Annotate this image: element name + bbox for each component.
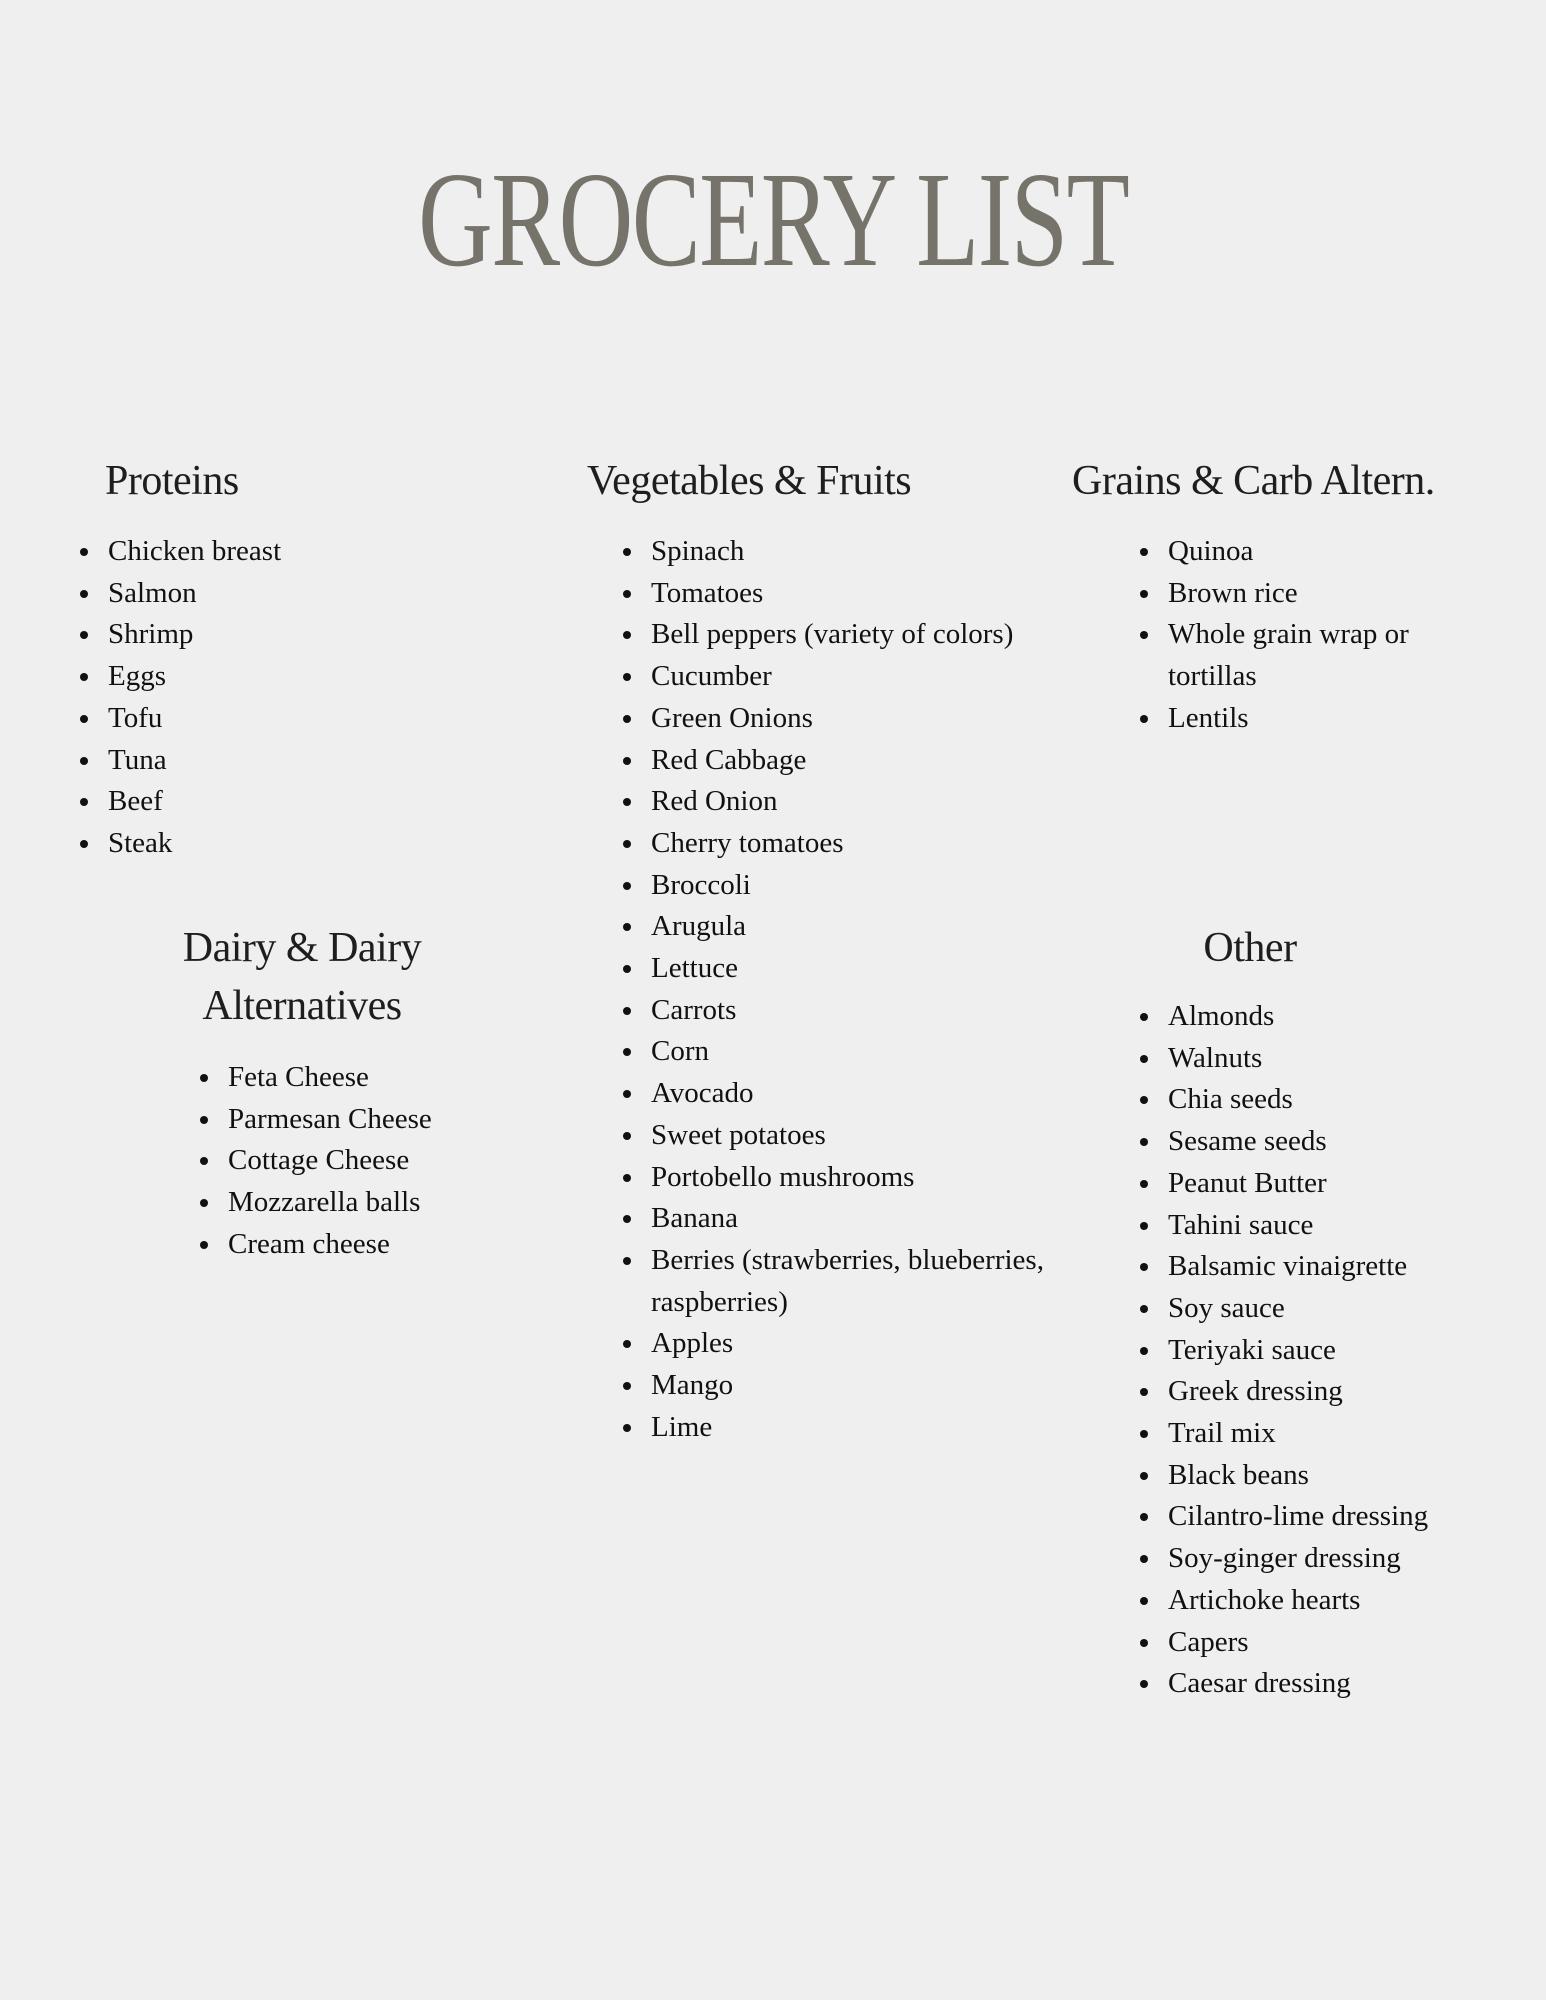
list-item: Soy sauce [1140,1288,1520,1330]
list-item: Peanut Butter [1140,1163,1520,1205]
list-item: Tuna [80,740,520,782]
list-item: Lime [623,1407,1093,1449]
list-item: Apples [623,1323,1093,1365]
list-item: Lentils [1140,698,1460,740]
list-item: Cilantro-lime dressing [1140,1496,1520,1538]
list-item: Green Onions [623,698,1093,740]
list-item: Carrots [623,990,1093,1032]
list-item: Beef [80,781,520,823]
list-item: Shrimp [80,614,520,656]
list-item: Black beans [1140,1455,1520,1497]
heading-other: Other [1203,925,1297,971]
list-item: Portobello mushrooms [623,1157,1093,1199]
list-item: Arugula [623,906,1093,948]
list-other [1140,996,1520,1705]
list-item: Cherry tomatoes [623,823,1093,865]
list-item: Tofu [80,698,520,740]
heading-dairy [100,919,504,1035]
list-item: Teriyaki sauce [1140,1330,1520,1372]
list-item: Mozzarella balls [200,1182,540,1224]
list-item: Mango [623,1365,1093,1407]
list-item: Red Cabbage [623,740,1093,782]
list-item: Trail mix [1140,1413,1520,1455]
heading-grains: Grains & Carb Altern. [1072,458,1435,504]
list-item: Berries (strawberries, blueberries, raspberries) [623,1240,1093,1323]
heading-dairy-line1: Dairy & Dairy [182,925,422,971]
heading-vegetables: Vegetables & Fruits [587,458,912,504]
list-grains [1140,531,1460,740]
list-item: Steak [80,823,520,865]
list-item: Salmon [80,573,520,615]
list-item: Caesar dressing [1140,1663,1520,1705]
list-item: Balsamic vinaigrette [1140,1246,1520,1288]
list-item: Cucumber [623,656,1093,698]
list-item: Sesame seeds [1140,1121,1520,1163]
list-item: Brown rice [1140,573,1460,615]
list-item: Avocado [623,1073,1093,1115]
list-item: Walnuts [1140,1038,1520,1080]
list-item: Parmesan Cheese [200,1099,540,1141]
list-item: Greek dressing [1140,1371,1520,1413]
list-item: Tahini sauce [1140,1205,1520,1247]
list-item: Chia seeds [1140,1079,1520,1121]
list-item: Eggs [80,656,520,698]
heading-dairy-line2: Alternatives [202,983,402,1029]
list-dairy [200,1057,540,1266]
heading-proteins: Proteins [105,458,239,504]
title-text: GROCERY LIST [417,145,1129,295]
list-item: Tomatoes [623,573,1093,615]
list-item: Sweet potatoes [623,1115,1093,1157]
list-item: Broccoli [623,865,1093,907]
list-item: Red Onion [623,781,1093,823]
list-item: Whole grain wrap or tortillas [1140,614,1460,697]
list-item: Soy-ginger dressing [1140,1538,1520,1580]
list-item: Chicken breast [80,531,520,573]
page-title [0,145,1546,295]
list-item: Spinach [623,531,1093,573]
list-item: Artichoke hearts [1140,1580,1520,1622]
list-item: Corn [623,1031,1093,1073]
list-proteins [80,531,520,865]
list-item: Capers [1140,1622,1520,1664]
list-item: Feta Cheese [200,1057,540,1099]
list-item: Cream cheese [200,1224,540,1266]
list-vegetables [623,531,1093,1448]
list-item: Banana [623,1198,1093,1240]
list-item: Bell peppers (variety of colors) [623,614,1093,656]
list-item: Cottage Cheese [200,1140,540,1182]
list-item: Quinoa [1140,531,1460,573]
list-item: Lettuce [623,948,1093,990]
list-item: Almonds [1140,996,1520,1038]
